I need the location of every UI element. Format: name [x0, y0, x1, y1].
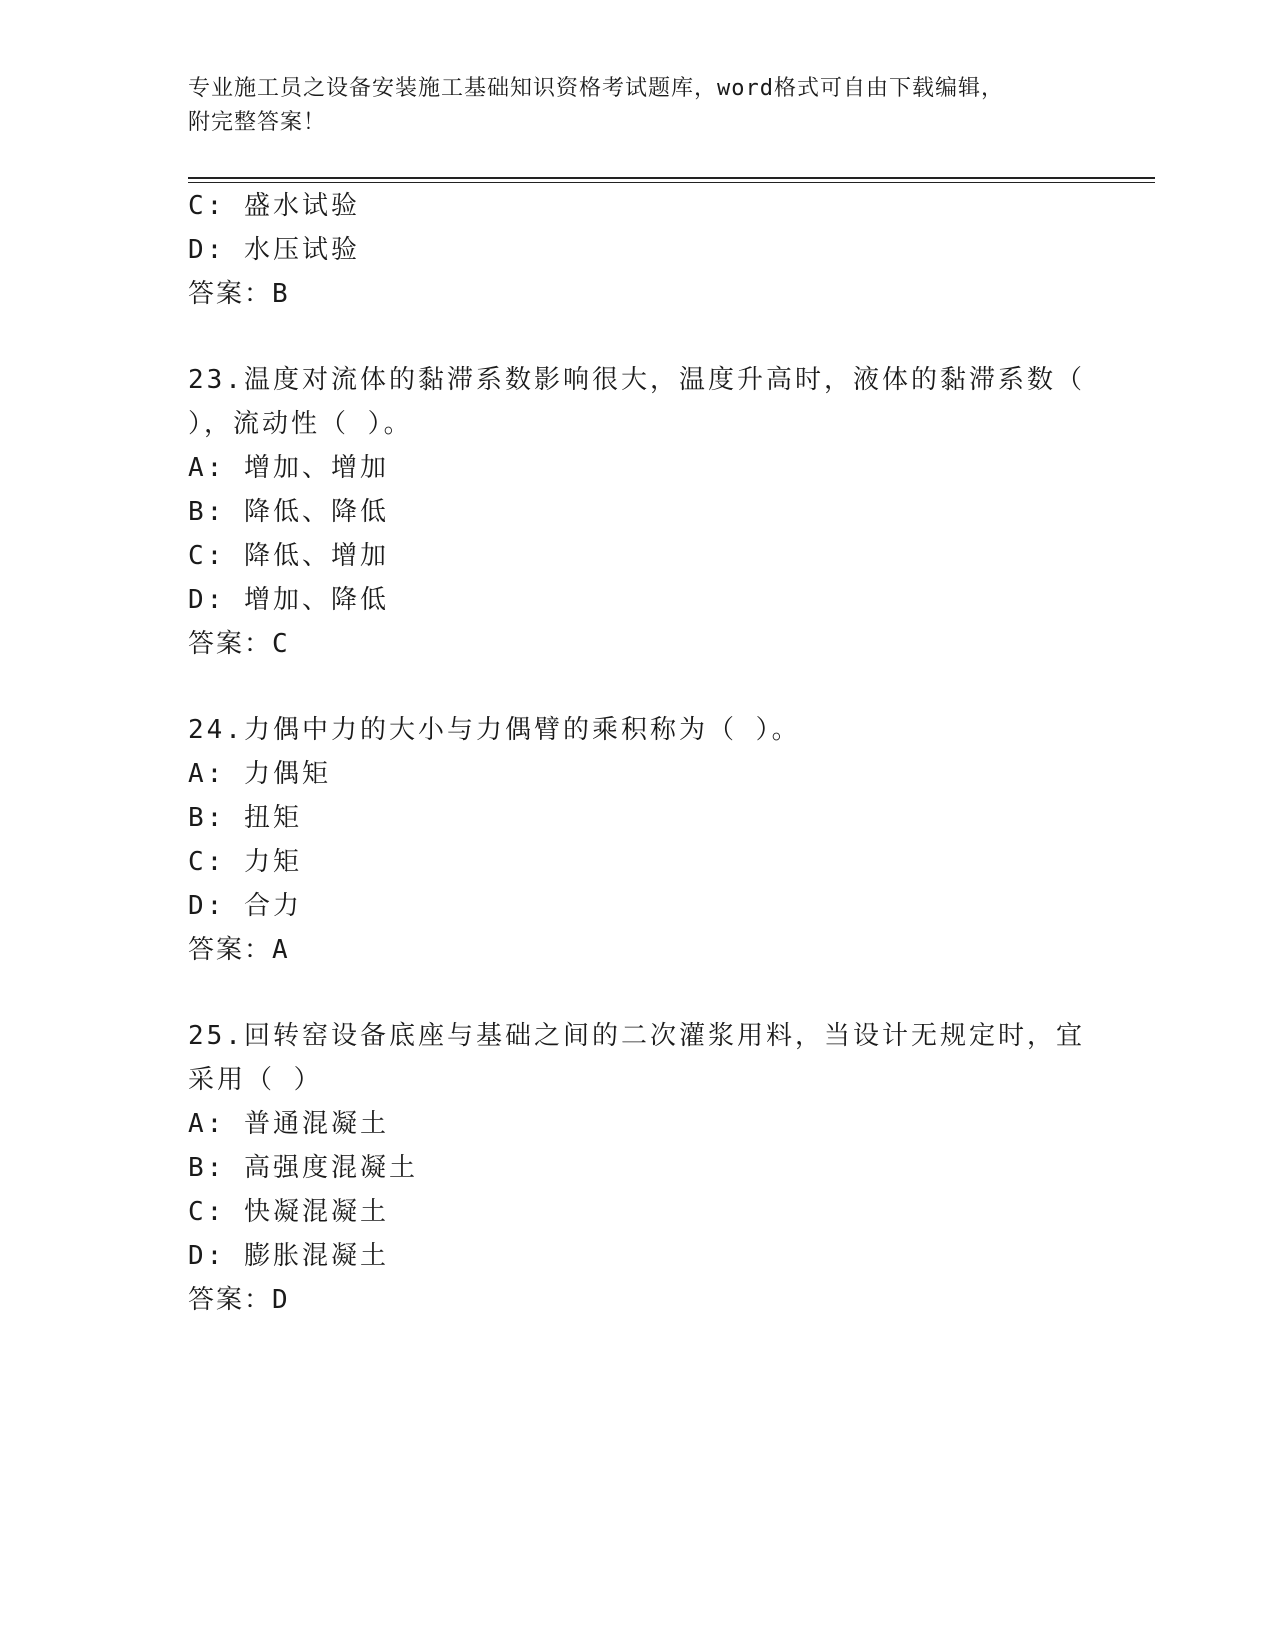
question-23-option-b: B: 降低、降低: [188, 497, 389, 527]
question-23-stem-line-1: 23.温度对流体的黏滞系数影响很大，温度升高时，液体的黏滞系数（: [188, 365, 1085, 395]
question-24-option-b: B: 扭矩: [188, 803, 302, 833]
question-25-answer: 答案：D: [188, 1285, 290, 1315]
question-24-option-c: C: 力矩: [188, 847, 302, 877]
question-23-option-c: C: 降低、增加: [188, 541, 389, 571]
prev-answer: 答案：B: [188, 279, 290, 309]
question-24-answer: 答案：A: [188, 935, 290, 965]
header-line-2: 附完整答案！: [188, 110, 327, 135]
question-23-answer: 答案：C: [188, 629, 290, 659]
question-25-option-b: B: 高强度混凝土: [188, 1153, 418, 1183]
question-24-option-d: D: 合力: [188, 891, 302, 921]
question-23-stem-line-2: ），流动性（ ）。: [188, 409, 413, 439]
header-divider-thin: [188, 182, 1155, 183]
question-24-stem-line-1: 24.力偶中力的大小与力偶臂的乘积称为（ ）。: [188, 715, 801, 745]
question-24-option-a: A: 力偶矩: [188, 759, 331, 789]
question-25-option-a: A: 普通混凝土: [188, 1109, 389, 1139]
question-25-stem-line-1: 25.回转窑设备底座与基础之间的二次灌浆用料，当设计无规定时，宜: [188, 1021, 1085, 1051]
prev-option-c: C: 盛水试验: [188, 191, 360, 221]
header-divider-thick: [188, 177, 1155, 179]
prev-option-d: D: 水压试验: [188, 235, 360, 265]
question-25-stem-line-2: 采用（ ）: [188, 1065, 323, 1095]
question-23-option-d: D: 增加、降低: [188, 585, 389, 615]
question-23-option-a: A: 增加、增加: [188, 453, 389, 483]
question-25-option-c: C: 快凝混凝土: [188, 1197, 389, 1227]
question-25-option-d: D: 膨胀混凝土: [188, 1241, 389, 1271]
document-header: [188, 72, 1088, 140]
header-line-1: 专业施工员之设备安装施工基础知识资格考试题库，word格式可自由下载编辑，: [188, 76, 1004, 101]
